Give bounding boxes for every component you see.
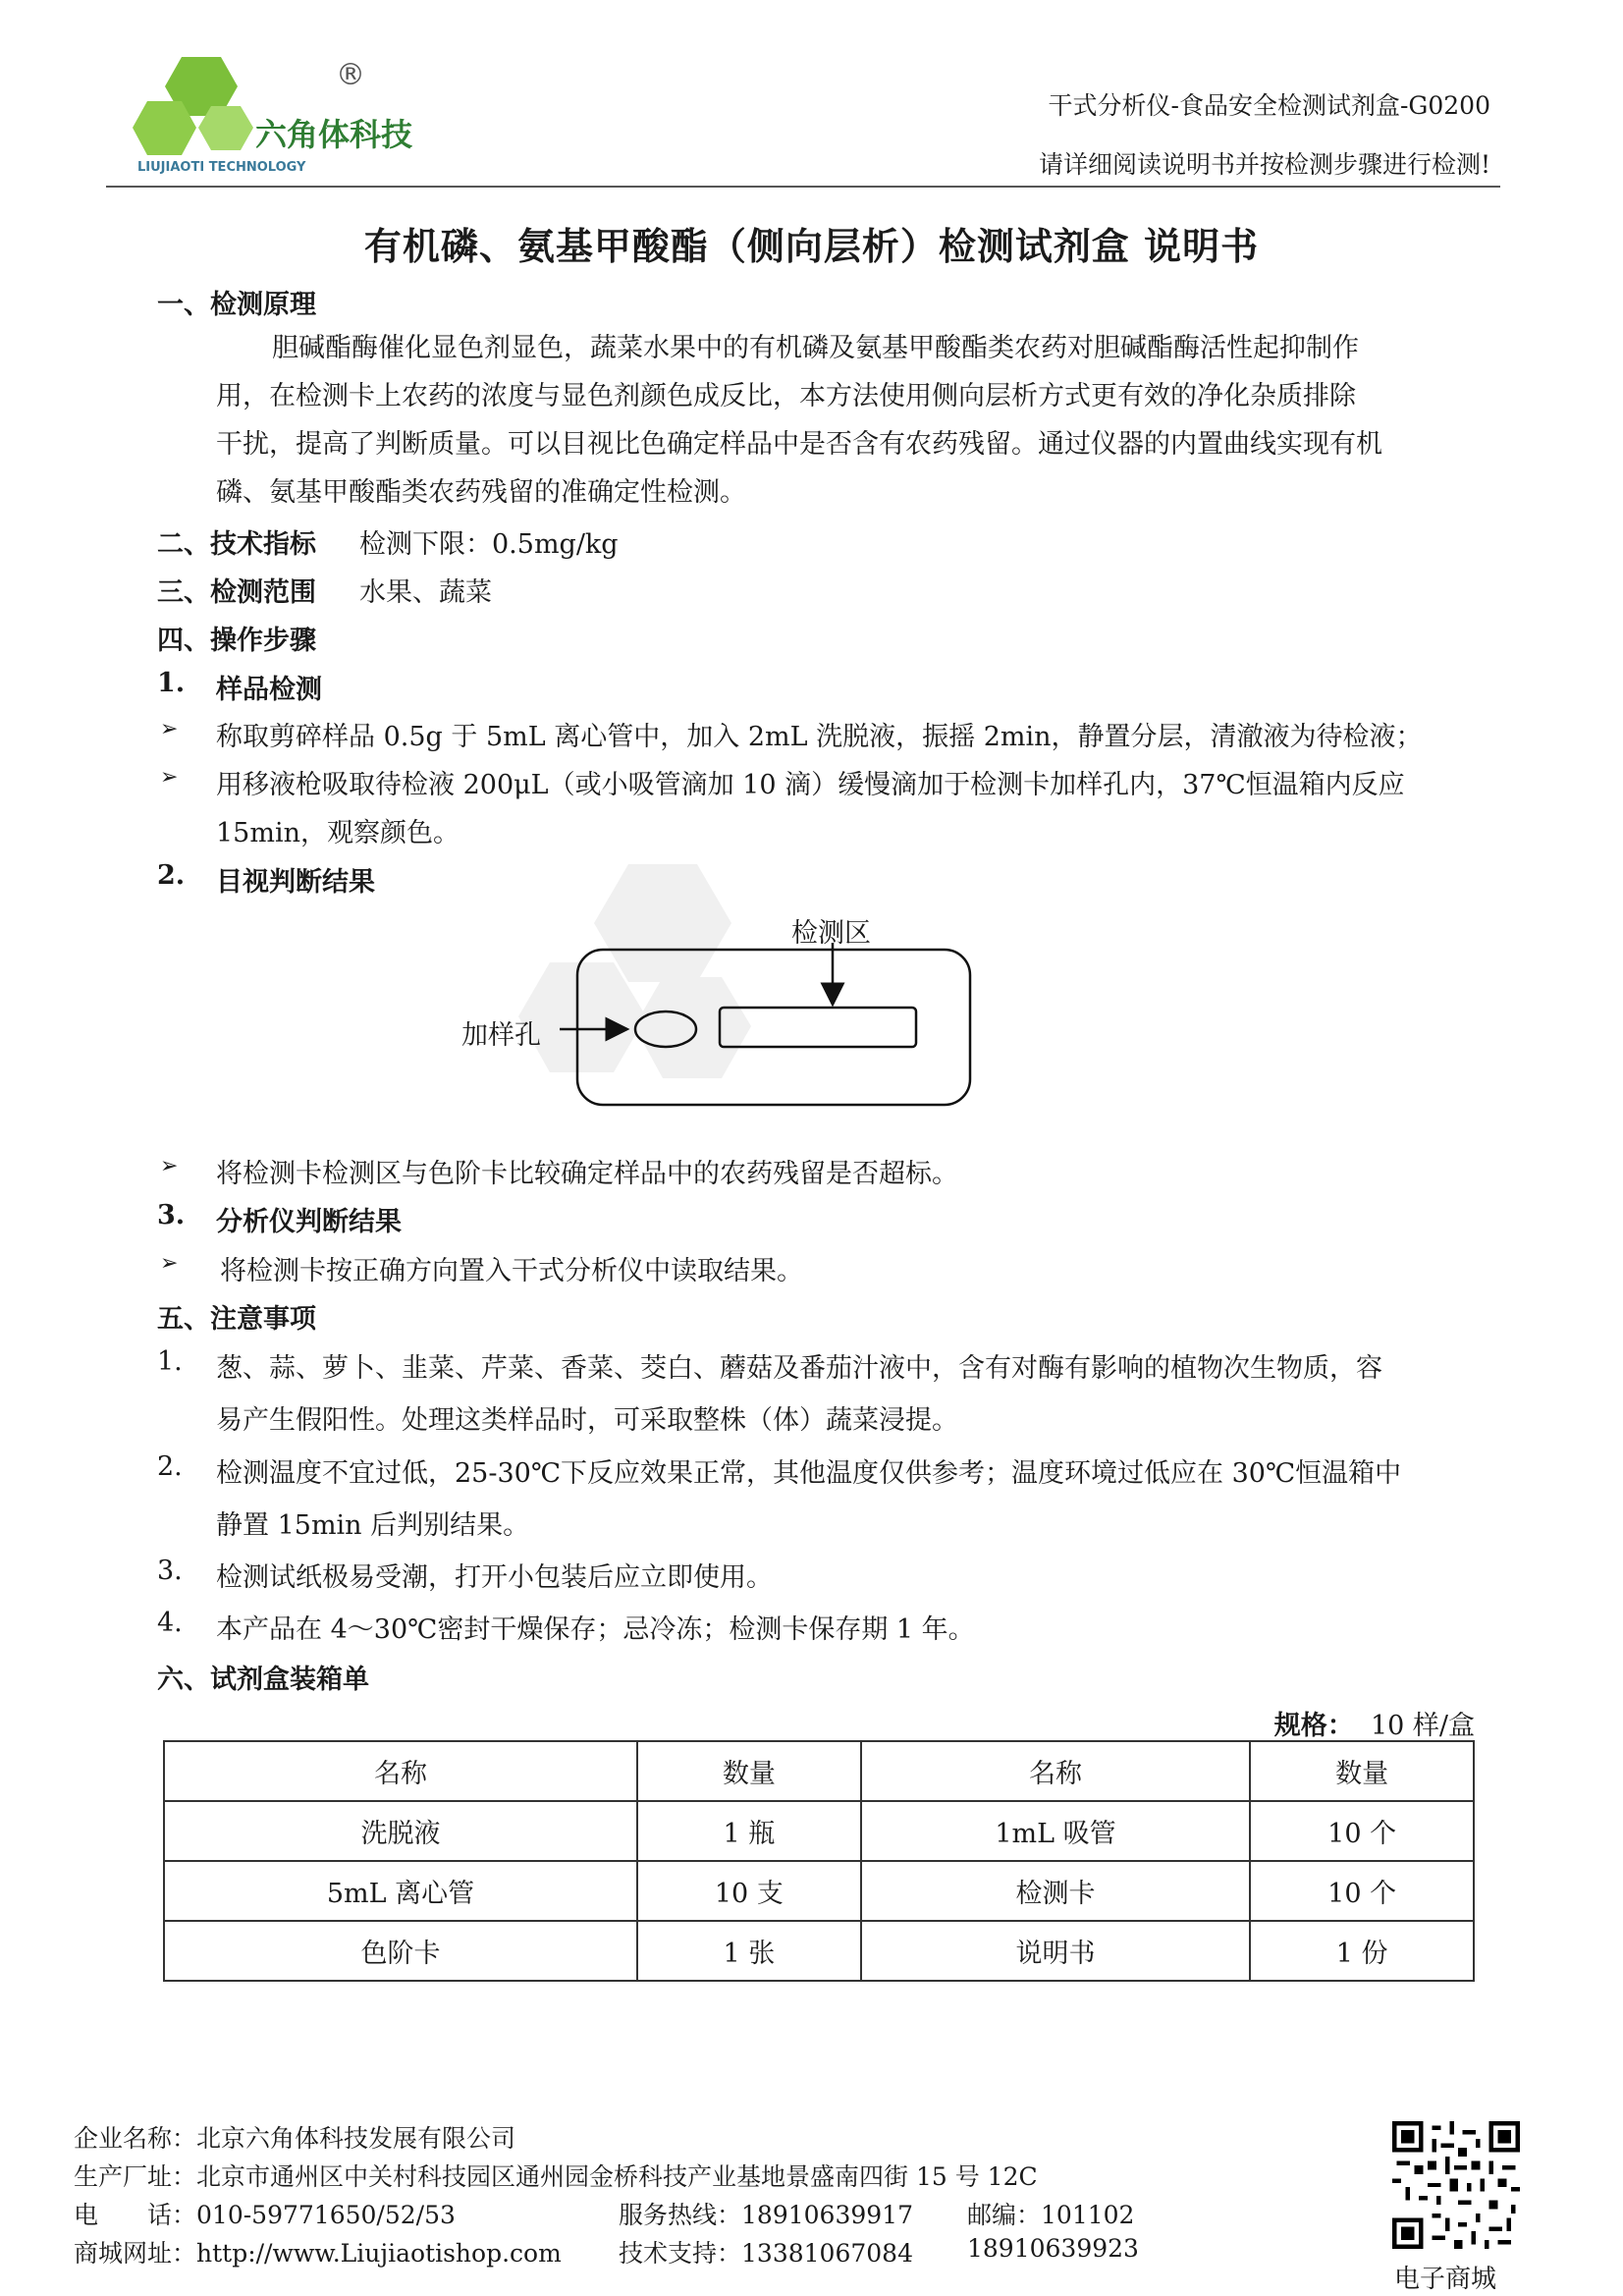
test-card-diagram: [442, 903, 992, 1110]
note-number: 4.: [157, 1608, 183, 1638]
header-notice: 请详细阅读说明书并按检测步骤进行检测!: [1038, 150, 1490, 179]
table-header-cell: 名称: [861, 1741, 1251, 1801]
logo-text-en: LIUJIAOTI TECHNOLOGY: [137, 160, 306, 175]
label-detection-zone: 检测区: [791, 918, 871, 949]
table-cell: 检测卡: [861, 1861, 1251, 1921]
footer-factory-value: 北京市通州区中关村科技园区通州园金桥科技产业基地景盛南四街 15 号 12C: [196, 2162, 1038, 2191]
footer-shop-link[interactable]: http://www.Liujiaotishop.com: [196, 2239, 562, 2268]
step2-title: 目视判断结果: [216, 867, 375, 898]
step3-title: 分析仪判断结果: [216, 1207, 402, 1237]
section-procedure-heading: 四、操作步骤: [157, 626, 316, 656]
step1-number: 1.: [157, 668, 186, 698]
logo-text-cn: 六角体科技: [255, 116, 413, 153]
footer-support: [619, 2234, 913, 2269]
qr-code[interactable]: [1392, 2121, 1520, 2249]
note-4-line-1: 本产品在 4～30℃密封干燥保存；忌冷冻；检测卡保存期 1 年。: [216, 1614, 975, 1645]
table-cell: 1mL 吸管: [861, 1801, 1251, 1861]
step1-bullet-2: 用移液枪吸取待检液 200μL（或小吸管滴加 10 滴）缓慢滴加于检测卡加样孔内，37℃恒温箱内反应: [216, 770, 1405, 800]
footer-postcode-label: 邮编：: [967, 2201, 1042, 2229]
registered-mark: ®: [336, 58, 365, 92]
section-principle-heading: 一、检测原理: [157, 290, 316, 320]
principle-line: 用，在检测卡上农药的浓度与显色剂颜色成反比，本方法使用侧向层析方式更有效的净化杂质排除: [216, 381, 1356, 411]
label-sample-well: 加样孔: [461, 1020, 541, 1051]
table-header-cell: 数量: [1250, 1741, 1474, 1801]
note-number: 2.: [157, 1451, 183, 1482]
table-cell: 10 个: [1250, 1801, 1474, 1861]
step3-bullet: 将检测卡按正确方向置入干式分析仪中读取结果。: [220, 1256, 803, 1286]
step1-title: 样品检测: [216, 675, 322, 705]
document-title: 有机磷、氨基甲酸酯（侧向层析）检测试剂盒 说明书: [363, 224, 1260, 268]
table-cell: 5mL 离心管: [164, 1861, 637, 1921]
footer-shop: [74, 2234, 562, 2269]
spec-value: 10 样/盒: [1370, 1711, 1475, 1741]
detection-scope: 水果、蔬菜: [359, 577, 492, 608]
principle-paragraph: [216, 324, 1483, 517]
footer-phone-label: 电 话：: [74, 2201, 197, 2229]
principle-line: 胆碱酯酶催化显色剂显色，蔬菜水果中的有机磷及氨基甲酸酯类农药对胆碱酯酶活性起抑制作: [272, 333, 1359, 363]
step3-number: 3.: [157, 1200, 186, 1230]
table-cell: 洗脱液: [164, 1801, 637, 1861]
footer-support-2: 18910639923: [967, 2234, 1139, 2263]
qr-caption: 电子商城: [1394, 2265, 1497, 2294]
footer-company-label: 企业名称：: [74, 2124, 197, 2153]
note-1-line-1: 葱、蒜、萝卜、韭菜、芹菜、香菜、茭白、蘑菇及番茄汁液中，含有对酶有影响的植物次生物质，容: [216, 1353, 1382, 1384]
bullet-arrow-icon: ➢: [160, 1251, 179, 1276]
footer-shop-label: 商城网址：: [74, 2239, 197, 2268]
table-row: [164, 1801, 1474, 1861]
principle-line: 磷、氨基甲酸酯类农药残留的准确定性检测。: [216, 477, 746, 508]
principle-line: 干扰，提高了判断质量。可以目视比色确定样品中是否含有农药残留。通过仪器的内置曲线实现有机: [216, 429, 1382, 460]
detection-zone: [720, 1008, 916, 1047]
footer-hotline-value: 18910639917: [741, 2201, 913, 2229]
footer-phone: [74, 2196, 456, 2231]
bullet-arrow-icon: ➢: [160, 1154, 179, 1178]
detection-limit: 检测下限：0.5mg/kg: [359, 529, 619, 560]
footer-company: [74, 2119, 515, 2155]
note-1-line-2: 易产生假阳性。处理这类样品时，可采取整株（体）蔬菜浸提。: [216, 1405, 958, 1436]
header-product-code: 干式分析仪-食品安全检测试剂盒-G0200: [1048, 91, 1490, 120]
footer-factory: [74, 2158, 1038, 2193]
step2-number: 2.: [157, 860, 186, 891]
note-number: 1.: [157, 1346, 183, 1377]
table-header-row: [164, 1741, 1474, 1801]
note-2-line-1: 检测温度不宜过低，25-30℃下反应效果正常，其他温度仅供参考；温度环境过低应在 30℃恒温箱中: [216, 1458, 1402, 1489]
company-logo: [128, 47, 422, 185]
note-number: 3.: [157, 1556, 183, 1586]
note-2-line-2: 静置 15min 后判别结果。: [216, 1510, 530, 1541]
footer-postcode-value: 101102: [1041, 2201, 1135, 2229]
table-cell: 色阶卡: [164, 1921, 637, 1981]
header-divider: [106, 186, 1500, 188]
section-scope-heading: 三、检测范围: [157, 577, 316, 608]
bullet-arrow-icon: ➢: [160, 765, 179, 790]
bullet-arrow-icon: ➢: [160, 717, 179, 741]
table-cell: 说明书: [861, 1921, 1251, 1981]
spec: [1274, 1704, 1475, 1742]
table-header-cell: 数量: [637, 1741, 861, 1801]
section-specs-heading: 二、技术指标: [157, 529, 316, 560]
footer-phone-value: 010-59771650/52/53: [196, 2201, 456, 2229]
section-packing-heading: 六、试剂盒装箱单: [157, 1665, 369, 1695]
footer-hotline-label: 服务热线：: [619, 2201, 742, 2229]
table-cell: 10 支: [637, 1861, 861, 1921]
note-3-line-1: 检测试纸极易受潮，打开小包装后应立即使用。: [216, 1562, 773, 1593]
footer-hotline: [619, 2196, 913, 2231]
step2-bullet: 将检测卡检测区与色阶卡比较确定样品中的农药残留是否超标。: [216, 1159, 958, 1189]
step1-bullet-1: 称取剪碎样品 0.5g 于 5mL 离心管中，加入 2mL 洗脱液，振摇 2min，静置分层，清澈液为待检液；: [216, 722, 1423, 752]
footer-factory-label: 生产厂址：: [74, 2162, 197, 2191]
sample-well: [635, 1011, 696, 1047]
spec-label: 规格：: [1273, 1711, 1354, 1741]
table-header-cell: 名称: [164, 1741, 637, 1801]
footer-company-value: 北京六角体科技发展有限公司: [196, 2124, 516, 2153]
table-cell: 1 瓶: [637, 1801, 861, 1861]
section-notes-heading: 五、注意事项: [157, 1304, 316, 1335]
table-cell: 1 份: [1250, 1921, 1474, 1981]
footer-postcode: [967, 2196, 1134, 2231]
footer-support-label: 技术支持：: [619, 2239, 742, 2268]
packing-list-table: [163, 1740, 1475, 1982]
table-cell: 10 个: [1250, 1861, 1474, 1921]
table-row: [164, 1861, 1474, 1921]
footer-support-1: 13381067084: [741, 2239, 913, 2268]
table-row: [164, 1921, 1474, 1981]
step1-bullet-2-cont: 15min，观察颜色。: [216, 818, 460, 848]
table-cell: 1 张: [637, 1921, 861, 1981]
